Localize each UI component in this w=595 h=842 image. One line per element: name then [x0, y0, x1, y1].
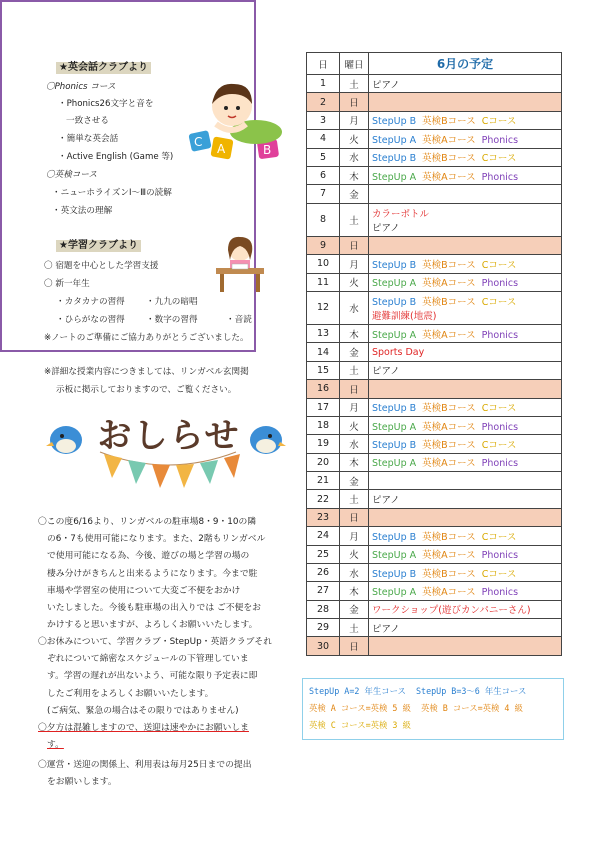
weekday-cell: 月	[340, 255, 369, 273]
schedule-row	[307, 435, 562, 453]
event-label: 避難訓練(地震)	[372, 310, 437, 322]
phonics-item: ・簡単な英会話	[58, 134, 119, 144]
svg-text:C: C	[194, 135, 203, 149]
day-cell: 9	[307, 236, 340, 254]
legend-eiken-c: 英検 C コース=英検 3 級	[309, 720, 411, 730]
schedule-row	[307, 130, 562, 148]
event-label: StepUp B	[372, 568, 417, 580]
schedule-row	[307, 398, 562, 416]
day-cell: 3	[307, 111, 340, 129]
event-label: 英検Bコース	[422, 439, 476, 451]
event-cell	[369, 637, 562, 656]
day-cell: 14	[307, 343, 340, 361]
day-cell: 1	[307, 75, 340, 93]
event-cell	[369, 343, 562, 361]
event-label: Phonics	[481, 586, 519, 598]
event-cell	[369, 453, 562, 471]
event-label: StepUp A	[372, 421, 417, 433]
event-label: StepUp B	[372, 296, 417, 308]
day-cell: 11	[307, 273, 340, 291]
schedule-row	[307, 361, 562, 379]
event-label: Phonics	[481, 458, 519, 470]
event-cell	[369, 291, 562, 324]
phonics-item: ・Phonics26文字と音を	[58, 99, 154, 109]
legend-eiken-a: 英検 A コース=英検 5 級	[309, 703, 411, 713]
weekday-cell: 土	[340, 361, 369, 379]
event-cell	[369, 527, 562, 545]
schedule-row	[307, 453, 562, 471]
weekday-cell: 木	[340, 582, 369, 600]
bird-left-icon	[46, 426, 82, 454]
course-legend	[302, 678, 564, 740]
oshirase-title: おしらせ	[97, 416, 241, 456]
schedule-row	[307, 185, 562, 203]
event-label: ピアノ	[372, 495, 400, 507]
event-label: Cコース	[481, 403, 517, 415]
day-cell: 19	[307, 435, 340, 453]
gakushu-item: ・数字の習得	[146, 315, 198, 325]
weekday-cell: 日	[340, 380, 369, 398]
weekday-cell: 木	[340, 325, 369, 343]
legend-stepup-a: StepUp A=2 年生コース	[309, 686, 406, 696]
schedule-row	[307, 582, 562, 600]
header-weekday: 曜日	[340, 53, 369, 75]
event-cell	[369, 398, 562, 416]
event-label: 英検Bコース	[422, 403, 476, 415]
day-cell: 29	[307, 619, 340, 637]
event-label: Phonics	[481, 278, 519, 290]
gakushu-item: ・カタカナの習得	[56, 297, 125, 307]
event-label: 英検Aコース	[422, 134, 476, 146]
event-label: Cコース	[481, 153, 517, 165]
event-label: StepUp A	[372, 134, 417, 146]
event-label: ピアノ	[372, 366, 400, 378]
day-cell: 30	[307, 637, 340, 656]
schedule-title: 6月の予定	[369, 53, 562, 75]
day-cell: 13	[307, 325, 340, 343]
weekday-cell: 火	[340, 273, 369, 291]
schedule-row	[307, 490, 562, 508]
event-cell	[369, 545, 562, 563]
event-label: Cコース	[481, 259, 517, 271]
gakushu-club-title: ★学習クラブより	[56, 240, 141, 252]
event-cell	[369, 619, 562, 637]
event-label: ピアノ	[372, 222, 400, 234]
event-cell	[369, 600, 562, 618]
day-cell: 15	[307, 361, 340, 379]
day-cell: 6	[307, 166, 340, 184]
day-cell: 21	[307, 472, 340, 490]
weekday-cell: 月	[340, 398, 369, 416]
legend-stepup-b: StepUp B=3～6 年生コース	[416, 686, 527, 696]
event-label: StepUp B	[372, 531, 417, 543]
weekday-cell: 日	[340, 637, 369, 656]
day-cell: 27	[307, 582, 340, 600]
schedule-row	[307, 203, 562, 236]
event-label: 英検Bコース	[422, 116, 476, 128]
event-cell	[369, 236, 562, 254]
event-label: 英検Bコース	[422, 296, 476, 308]
phonics-item: ・Active English (Game 等)	[58, 152, 174, 162]
schedule-row	[307, 93, 562, 111]
event-label: StepUp A	[372, 329, 417, 341]
event-label: Phonics	[481, 134, 519, 146]
phonics-course-label: 〇Phonics コース	[46, 82, 116, 92]
day-cell: 23	[307, 508, 340, 526]
event-label: カラーボトル	[372, 208, 430, 220]
weekday-cell: 火	[340, 545, 369, 563]
detail-note: ※詳細な授業内容につきましては、リンガベル玄関掲	[44, 367, 249, 377]
event-label: StepUp B	[372, 259, 417, 271]
weekday-cell: 土	[340, 619, 369, 637]
day-cell: 5	[307, 148, 340, 166]
weekday-cell: 土	[340, 203, 369, 236]
day-cell: 10	[307, 255, 340, 273]
schedule-row	[307, 416, 562, 434]
weekday-cell: 日	[340, 93, 369, 111]
legend-eiken-b: 英検 B コース=英検 4 級	[420, 703, 523, 713]
club-info-box	[0, 0, 256, 352]
event-cell	[369, 203, 562, 236]
event-cell	[369, 75, 562, 93]
event-cell	[369, 255, 562, 273]
weekday-cell: 火	[340, 130, 369, 148]
day-cell: 4	[307, 130, 340, 148]
schedule-row	[307, 291, 562, 324]
event-label: 英検Bコース	[422, 259, 476, 271]
weekday-cell: 日	[340, 236, 369, 254]
event-label: ピアノ	[372, 623, 400, 635]
weekday-cell: 水	[340, 291, 369, 324]
weekday-cell: 木	[340, 166, 369, 184]
event-label: StepUp B	[372, 153, 417, 165]
schedule-row	[307, 380, 562, 398]
weekday-cell: 金	[340, 185, 369, 203]
weekday-cell: 土	[340, 490, 369, 508]
schedule-row	[307, 527, 562, 545]
event-label: StepUp B	[372, 116, 417, 128]
event-label: 英検Aコース	[422, 329, 476, 341]
event-cell	[369, 435, 562, 453]
weekday-cell: 水	[340, 563, 369, 581]
event-label: StepUp B	[372, 439, 417, 451]
day-cell: 8	[307, 203, 340, 236]
girl-studying-illustration	[214, 234, 266, 294]
weekday-cell: 月	[340, 111, 369, 129]
weekday-cell: 金	[340, 600, 369, 618]
event-label: StepUp B	[372, 403, 417, 415]
notice-absence: 〇お休みについて、学習クラブ・StepUp・英語クラブそれ ぞれについて綿密なスケジュールの下管理していま す。学習の遅れが出ないよう、可能な限り予定表に即 したご利用をよろしくお願いいたします。 (ご病気、緊急の場合はその限りではありません)	[38, 637, 273, 716]
day-cell: 28	[307, 600, 340, 618]
schedule-row	[307, 236, 562, 254]
schedule-row	[307, 619, 562, 637]
schedule-row	[307, 563, 562, 581]
day-cell: 25	[307, 545, 340, 563]
weekday-cell: 日	[340, 508, 369, 526]
event-cell	[369, 93, 562, 111]
schedule-row	[307, 600, 562, 618]
gakushu-item: ・音読	[226, 315, 252, 325]
day-cell: 2	[307, 93, 340, 111]
event-label: StepUp A	[372, 550, 417, 562]
event-label: 英検Bコース	[422, 153, 476, 165]
gakushu-item: ・九九の暗唱	[146, 297, 198, 307]
event-cell	[369, 472, 562, 490]
schedule-row	[307, 325, 562, 343]
event-cell	[369, 361, 562, 379]
day-cell: 17	[307, 398, 340, 416]
event-cell	[369, 325, 562, 343]
schedule-row	[307, 343, 562, 361]
detail-note: 示板に掲示しておりますので、ご覧ください。	[56, 385, 237, 395]
event-label: Cコース	[481, 531, 517, 543]
event-cell	[369, 130, 562, 148]
event-label: StepUp A	[372, 586, 417, 598]
event-label: StepUp A	[372, 171, 417, 183]
gakushu-item: 〇 新一年生	[44, 279, 90, 289]
day-cell: 22	[307, 490, 340, 508]
event-label: Sports Day	[372, 346, 425, 358]
event-label: ワークショップ(遊びカンパニーさん)	[372, 605, 531, 617]
header-day: 日	[307, 53, 340, 75]
eiken-item: ・英文法の理解	[52, 206, 113, 216]
schedule-row	[307, 273, 562, 291]
event-label: Cコース	[481, 568, 517, 580]
schedule-row	[307, 255, 562, 273]
schedule-row	[307, 545, 562, 563]
event-label: 英検Aコース	[422, 278, 476, 290]
event-cell	[369, 582, 562, 600]
weekday-cell: 水	[340, 435, 369, 453]
event-cell	[369, 166, 562, 184]
event-label: 英検Bコース	[422, 531, 476, 543]
schedule-row	[307, 111, 562, 129]
day-cell: 24	[307, 527, 340, 545]
eikaiwa-club-title: ★英会話クラブより	[56, 62, 151, 74]
svg-text:A: A	[217, 142, 226, 156]
event-cell	[369, 185, 562, 203]
gakushu-item: 〇 宿題を中心とした学習支援	[44, 261, 159, 271]
day-cell: 20	[307, 453, 340, 471]
event-label: 英検Aコース	[422, 586, 476, 598]
day-cell: 16	[307, 380, 340, 398]
schedule-row	[307, 75, 562, 93]
weekday-cell: 木	[340, 453, 369, 471]
event-cell	[369, 416, 562, 434]
event-label: Phonics	[481, 329, 519, 341]
event-cell	[369, 508, 562, 526]
weekday-cell: 金	[340, 343, 369, 361]
event-cell	[369, 490, 562, 508]
event-label: Phonics	[481, 171, 519, 183]
day-cell: 12	[307, 291, 340, 324]
day-cell: 7	[307, 185, 340, 203]
event-cell	[369, 380, 562, 398]
event-label: Cコース	[481, 116, 517, 128]
weekday-cell: 水	[340, 148, 369, 166]
weekday-cell: 火	[340, 416, 369, 434]
eiken-item: ・ニューホライズンⅠ～Ⅲの読解	[52, 188, 172, 198]
weekday-cell: 月	[340, 527, 369, 545]
event-cell	[369, 148, 562, 166]
event-cell	[369, 111, 562, 129]
event-label: StepUp A	[372, 278, 417, 290]
schedule-row	[307, 637, 562, 656]
day-cell: 18	[307, 416, 340, 434]
weekday-cell: 土	[340, 75, 369, 93]
event-label: Cコース	[481, 296, 517, 308]
phonics-item: 一致させる	[66, 116, 109, 126]
weekday-cell: 金	[340, 472, 369, 490]
event-label: Phonics	[481, 550, 519, 562]
notice-pickup: 〇夕方は混雑しますので、送迎は速やかにお願いしま す。	[38, 723, 249, 751]
schedule-row	[307, 148, 562, 166]
gakushu-item: ・ひらがなの習得	[56, 315, 125, 325]
event-label: 英検Bコース	[422, 568, 476, 580]
eiken-course-label: 〇英検コース	[46, 170, 98, 180]
gakushu-note: ※ノートのご準備にご協力ありがとうございました。	[44, 333, 249, 343]
notice-submission: 〇運営・送迎の関係上、利用表は毎月25日までの提出 をお願いします。	[38, 760, 252, 788]
day-cell: 26	[307, 563, 340, 581]
event-label: 英検Aコース	[422, 421, 476, 433]
event-label: 英検Aコース	[422, 550, 476, 562]
schedule-row	[307, 166, 562, 184]
notice-parking: 〇この度6/16より、リンガベルの駐車場8・9・10の隣 の6・7も使用可能になります。また、2階もリンガベル で使用可能になる為、今後、遊びの場と学習の場の 棲み分けがきちんと出来るようになります。今まで駐 車場や学習室の使用について大変ご不便をおかけ いたしました。今後も駐車場の出入りでは ご不便をお かけすると思いますが、よろしくお願いいたします。	[38, 517, 266, 631]
event-label: ピアノ	[372, 79, 400, 91]
event-cell	[369, 563, 562, 581]
boy-with-blocks-illustration	[186, 76, 290, 166]
event-label: Phonics	[481, 421, 519, 433]
event-cell	[369, 273, 562, 291]
event-label: 英検Aコース	[422, 458, 476, 470]
june-schedule-table	[306, 52, 562, 656]
schedule-row	[307, 508, 562, 526]
event-label: 英検Aコース	[422, 171, 476, 183]
svg-text:B: B	[263, 143, 272, 157]
event-label: Cコース	[481, 439, 517, 451]
schedule-row	[307, 472, 562, 490]
event-label: StepUp A	[372, 458, 417, 470]
